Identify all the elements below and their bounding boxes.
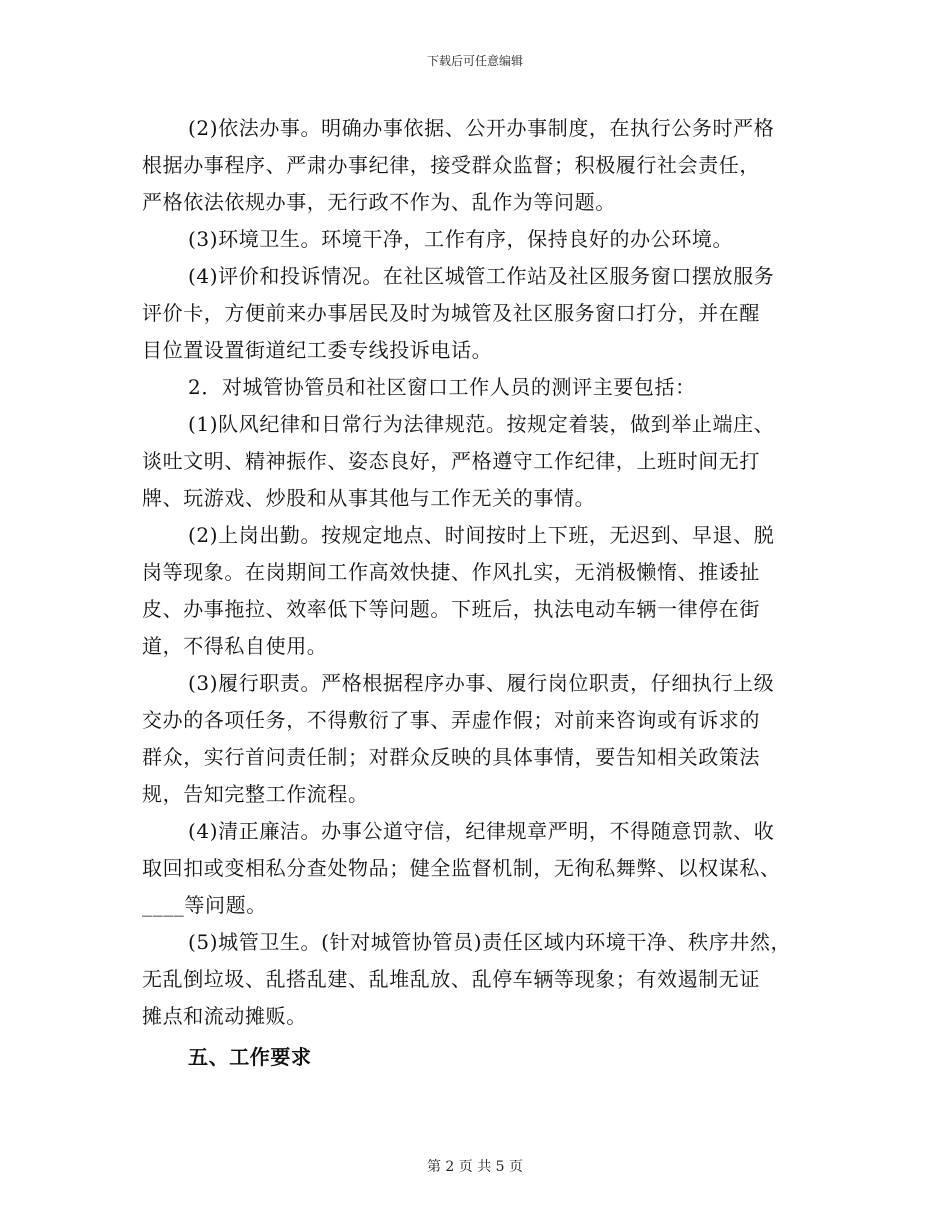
- paragraph-line: 摊点和流动摊贩。: [142, 1004, 307, 1028]
- paragraph-line: (4)清正廉洁。办事公道守信，纪律规章严明，不得随意罚款、收: [188, 819, 775, 843]
- page-header-note: 下载后可任意编辑: [426, 54, 523, 68]
- paragraph-line: 道，不得私自使用。: [142, 634, 328, 658]
- paragraph-line: 谈吐文明、精神振作、姿态良好，严格遵守工作纪律，上班时间无打: [142, 449, 760, 473]
- paragraph-line: (3)履行职责。严格根据程序办事、履行岗位职责，仔细执行上级: [188, 671, 775, 695]
- paragraph-line: 目位置设置街道纪工委专线投诉电话。: [142, 338, 493, 362]
- paragraph-line: 交办的各项任务，不得敷衍了事、弄虚作假；对前来咨询或有诉求的: [142, 708, 760, 732]
- section-heading: 五、工作要求: [188, 1045, 312, 1069]
- paragraph-line: 牌、玩游戏、炒股和从事其他与工作无关的事情。: [142, 486, 596, 510]
- paragraph-line: (5)城管卫生。(针对城管协管员)责任区域内环境干净、秩序井然，: [188, 930, 792, 954]
- paragraph-line: 根据办事程序、严肃办事纪律，接受群众监督；积极履行社会责任，: [142, 153, 760, 177]
- paragraph-line: (2)上岗出勤。按规定地点、时间按时上下班，无迟到、早退、脱: [188, 523, 775, 547]
- paragraph-line: ____等问题。: [142, 893, 267, 917]
- paragraph-line: 岗等现象。在岗期间工作高效快捷、作风扎实，无消极懒惰、推诿扯: [142, 560, 760, 584]
- paragraph-line: (1)队风纪律和日常行为法律规范。按规定着装，做到举止端庄、: [188, 412, 775, 436]
- paragraph-line: 无乱倒垃圾、乱搭乱建、乱堆乱放、乱停车辆等现象；有效遏制无证: [142, 967, 760, 991]
- page-number: 第 2 页 共 5 页: [426, 1159, 524, 1175]
- paragraph-line: (3)环境卫生。环境干净，工作有序，保持良好的办公环境。: [188, 227, 734, 251]
- document-body: [142, 110, 822, 1076]
- paragraph-line: 严格依法依规办事，无行政不作为、乱作为等问题。: [142, 190, 616, 214]
- paragraph-line: 规，告知完整工作流程。: [142, 782, 369, 806]
- paragraph-line: 评价卡，方便前来办事居民及时为城管及社区服务窗口打分，并在醒: [142, 301, 760, 325]
- paragraph-line: 皮、办事拖拉、效率低下等问题。下班后，执法电动车辆一律停在街: [142, 597, 760, 621]
- section-item-heading: 2．对城管协管员和社区窗口工作人员的测评主要包括：: [188, 375, 696, 399]
- paragraph-line: 取回扣或变相私分查处物品；健全监督机制，无徇私舞弊、以权谋私、: [142, 856, 781, 880]
- paragraph-line: (2)依法办事。明确办事依据、公开办事制度，在执行公务时严格: [188, 116, 775, 140]
- paragraph-line: 群众，实行首问责任制；对群众反映的具体事情，要告知相关政策法: [142, 745, 760, 769]
- paragraph-line: (4)评价和投诉情况。在社区城管工作站及社区服务窗口摆放服务: [188, 264, 775, 288]
